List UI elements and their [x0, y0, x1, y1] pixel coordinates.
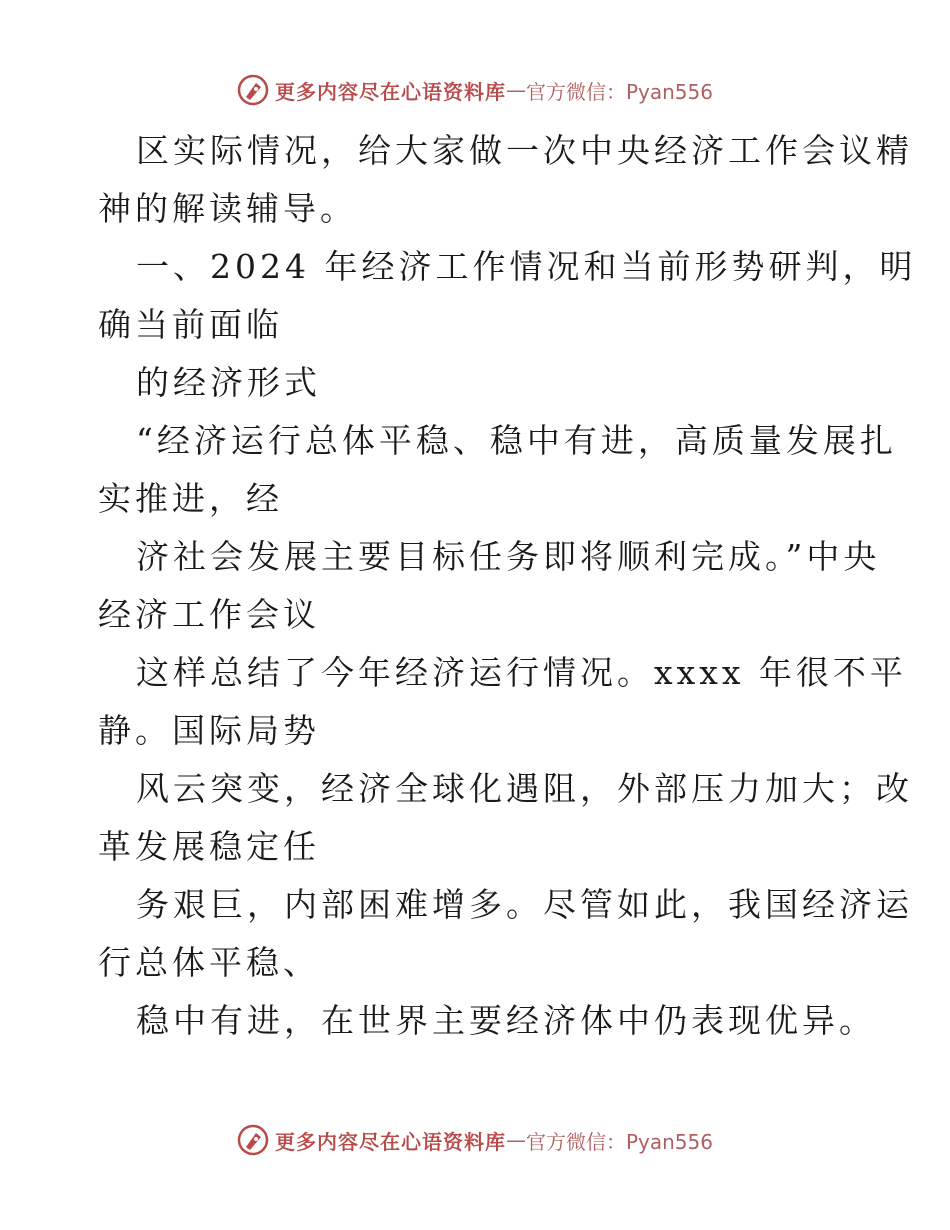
- text-line: 务艰巨，内部困难增多。尽管如此，我国经济运: [136, 885, 913, 924]
- quote-line: 济社会发展主要目标任务即将顺利完成。”中央: [136, 537, 881, 576]
- text-line: 区实际情况，给大家做一次中央经济工作会议精: [136, 131, 913, 170]
- text-line: 静。国际局势: [98, 711, 320, 750]
- text-line: 革发展稳定任: [98, 827, 320, 866]
- banner-dash: —: [505, 1128, 526, 1152]
- text-line: 的经济形式: [136, 363, 321, 402]
- text-line: 风云突变，经济全球化遇阻，外部压力加大；改: [136, 769, 913, 808]
- pen-nib-icon: [237, 74, 269, 106]
- banner-title: 更多内容尽在心语资料库: [274, 1129, 506, 1154]
- text-line: 行总体平稳、: [98, 943, 320, 982]
- footer-banner: [0, 1120, 950, 1160]
- text-line: 稳中有进，在世界主要经济体中仍表现优异。: [136, 1001, 876, 1040]
- banner-wechat: 官方微信：Pyan556: [525, 1129, 713, 1154]
- section-heading-line: 确当前面临: [98, 305, 283, 344]
- pen-nib-icon: [237, 1124, 269, 1156]
- text-line: 神的解读辅导。: [98, 189, 357, 228]
- document-body: [98, 122, 917, 1050]
- header-banner: [0, 70, 950, 110]
- banner-dash: —: [505, 78, 526, 102]
- quote-line: “经济运行总体平稳、稳中有进，高质量发展扎: [136, 421, 897, 460]
- banner-title: 更多内容尽在心语资料库: [274, 79, 506, 104]
- text-line: 这样总结了今年经济运行情况。xxxx 年很不平: [136, 653, 907, 692]
- quote-line: 实推进，经: [98, 479, 283, 518]
- banner-wechat: 官方微信：Pyan556: [525, 79, 713, 104]
- section-heading-line: 一、2024 年经济工作情况和当前形势研判，明: [136, 247, 917, 286]
- text-line: 经济工作会议: [98, 595, 320, 634]
